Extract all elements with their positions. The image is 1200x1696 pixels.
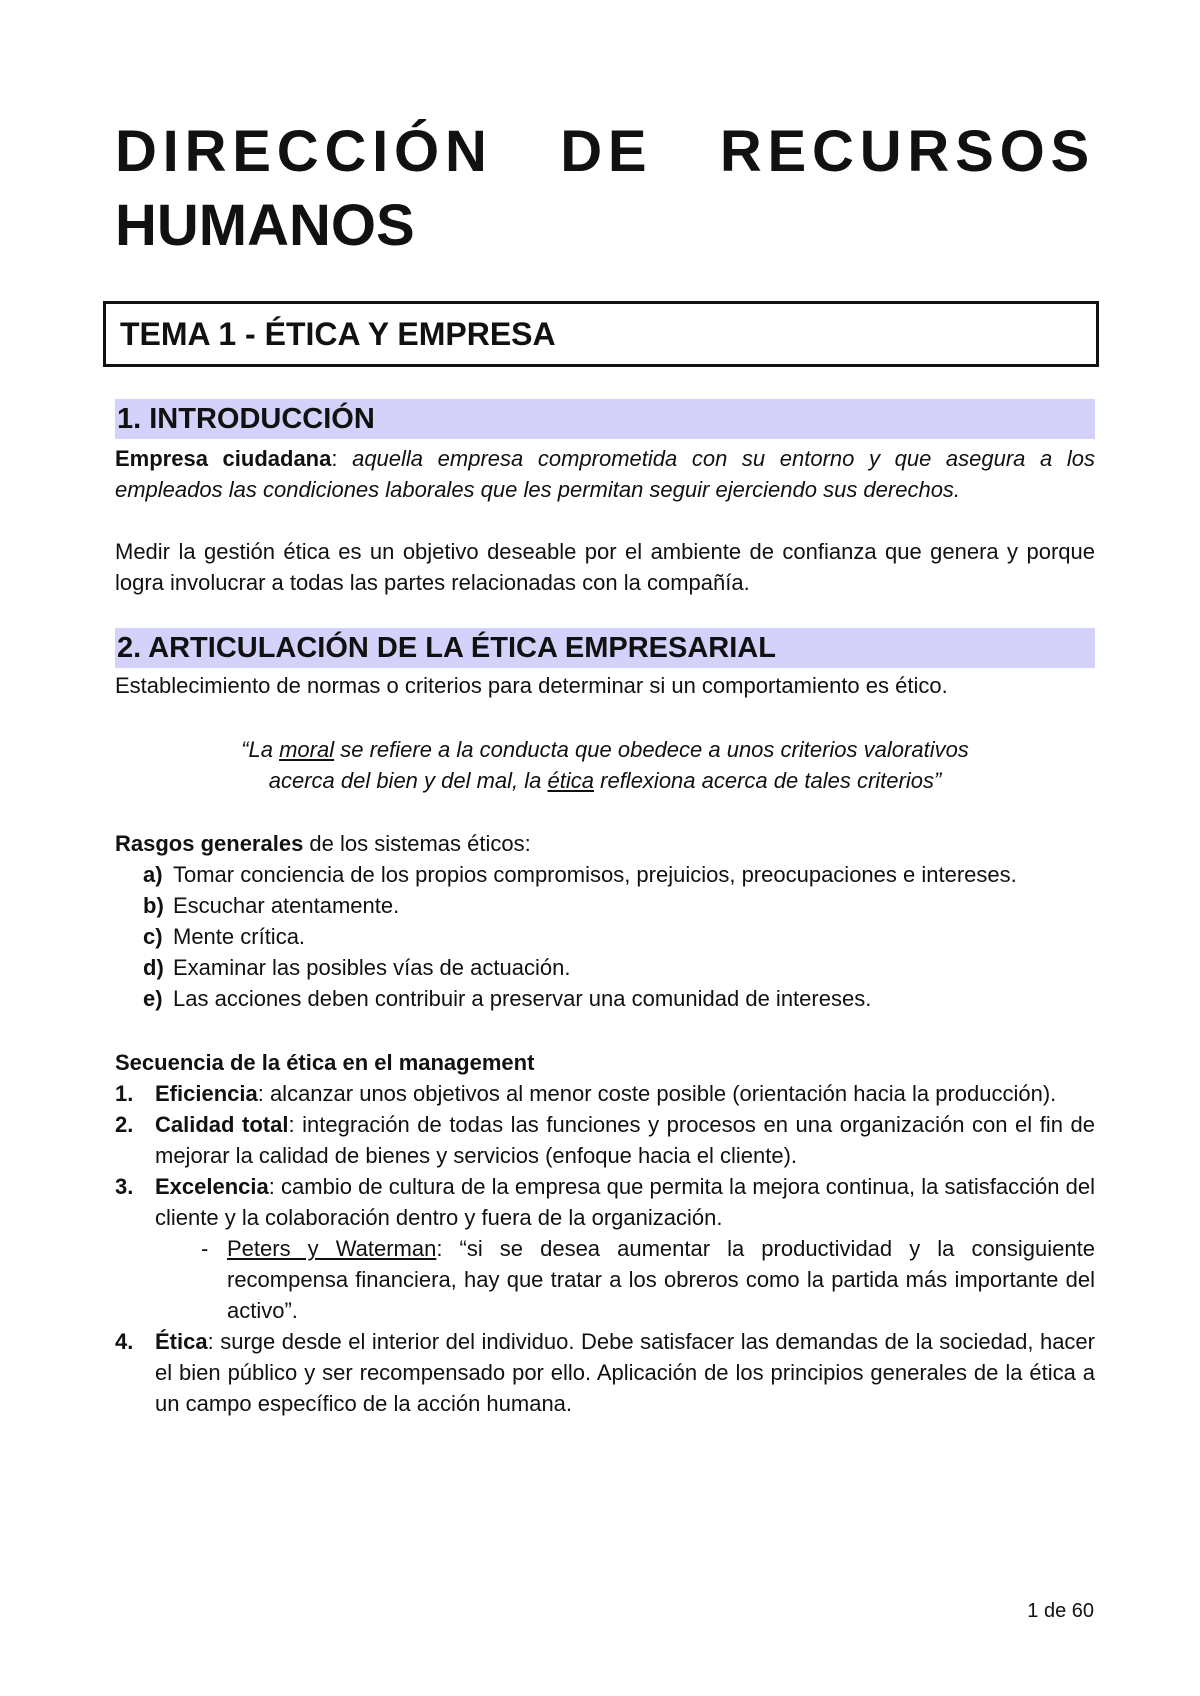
rasgos-title-bold: Rasgos generales bbox=[115, 831, 304, 856]
section-heading-articulacion: 2. ARTICULACIÓN DE LA ÉTICA EMPRESARIAL bbox=[115, 628, 1095, 668]
term-separator: : bbox=[331, 446, 338, 471]
body-paragraph: Establecimiento de normas o criterios para determinar si un comportamiento es ético. bbox=[115, 673, 948, 698]
list-item bbox=[115, 1171, 1095, 1326]
list-item-term: Eficiencia bbox=[155, 1081, 258, 1106]
tema-heading-box bbox=[103, 301, 1099, 367]
list-item bbox=[115, 1078, 1095, 1109]
list-item-text: Tomar conciencia de los propios compromisos, prejuicios, preocupaciones e intereses. bbox=[173, 862, 1017, 887]
definition-paragraph bbox=[115, 443, 1095, 505]
list-marker: c) bbox=[143, 924, 163, 949]
document-page bbox=[115, 115, 1095, 1419]
list-item-text: Escuchar atentamente. bbox=[173, 893, 400, 918]
list-item-text: : surge desde el interior del individuo. Debe satisfacer las demandas de la sociedad, hacer el bien público y ser recompensado por ello. Aplicación de los principios generales de la ética a un campo específico de la acción humana. bbox=[155, 1329, 1095, 1416]
page-number: 1 de 60 bbox=[1027, 1600, 1094, 1622]
list-marker: 2. bbox=[115, 1112, 134, 1137]
title-line-1 bbox=[115, 115, 1095, 189]
title-line-2: HUMANOS bbox=[115, 193, 415, 258]
list-marker: b) bbox=[143, 893, 164, 918]
tema-heading: TEMA 1 - ÉTICA Y EMPRESA bbox=[120, 315, 556, 352]
secuencia-title: Secuencia de la ética en el management bbox=[115, 1050, 535, 1075]
list-item bbox=[115, 921, 1095, 952]
list-item bbox=[115, 1326, 1095, 1419]
list-item bbox=[115, 859, 1095, 890]
quote-block bbox=[115, 734, 1095, 796]
rasgos-title bbox=[115, 828, 1095, 859]
list-item bbox=[115, 952, 1095, 983]
dash-marker: - bbox=[201, 1236, 209, 1261]
list-marker: 1. bbox=[115, 1081, 134, 1106]
title-word: RECURSOS bbox=[719, 119, 1095, 184]
title-word: DE bbox=[560, 119, 653, 184]
list-item-text: Mente crítica. bbox=[173, 924, 306, 949]
quote-line-1 bbox=[115, 734, 1095, 765]
secuencia-list bbox=[115, 1078, 1095, 1419]
list-item-text: : cambio de cultura de la empresa que permita la mejora continua, la satisfacción del cliente y la colaboración dentro y fuera de la organización. bbox=[155, 1174, 1095, 1230]
list-item-text: Examinar las posibles vías de actuación. bbox=[173, 955, 571, 980]
list-marker: 4. bbox=[115, 1329, 134, 1354]
document-title bbox=[115, 115, 1095, 263]
list-item-text: : integración de todas las funciones y procesos en una organización con el fin de mejorar la calidad de bienes y servicios (enfoque hacia el cliente). bbox=[155, 1112, 1095, 1168]
list-marker: a) bbox=[143, 862, 163, 887]
list-item-term: Ética bbox=[155, 1329, 208, 1354]
quote-text: se refiere a la conducta que obedece a unos criterios valorativos bbox=[334, 737, 969, 762]
quote-underlined-word: ética bbox=[547, 768, 595, 793]
list-item-term: Excelencia bbox=[155, 1174, 269, 1199]
rasgos-list bbox=[115, 859, 1095, 1014]
defined-term: Empresa ciudadana bbox=[115, 446, 332, 471]
quote-text: reflexiona acerca de tales criterios” bbox=[594, 768, 942, 793]
definition-text: aquella empresa comprometida con su entorno y que asegura a los empleados las condiciones laborales que les permitan seguir ejerciendo sus derechos. bbox=[115, 446, 1095, 502]
sub-list-item bbox=[155, 1233, 1095, 1326]
section-heading-introduccion: 1. INTRODUCCIÓN bbox=[115, 399, 1095, 439]
sub-list-item-text: : “si se desea aumentar la productividad y la consiguiente recompensa financiera, hay que tratar a los obreros como la partida más importante del activo”. bbox=[227, 1236, 1095, 1323]
quote-underlined-word: moral bbox=[279, 737, 335, 762]
cited-authors: Peters y Waterman bbox=[227, 1236, 437, 1261]
quote-text: acerca del bien y del mal, la bbox=[268, 768, 548, 793]
list-marker: 3. bbox=[115, 1174, 134, 1199]
list-item bbox=[115, 983, 1095, 1014]
title-word: DIRECCIÓN bbox=[115, 119, 493, 184]
body-paragraph: Medir la gestión ética es un objetivo deseable por el ambiente de confianza que genera y porque logra involucrar a todas las partes relacionadas con la compañía. bbox=[115, 539, 1095, 595]
list-item-text: : alcanzar unos objetivos al menor coste posible (orientación hacia la producción). bbox=[257, 1081, 1057, 1106]
list-item bbox=[115, 1109, 1095, 1171]
list-item bbox=[115, 890, 1095, 921]
list-marker: d) bbox=[143, 955, 164, 980]
list-item-term: Calidad total bbox=[155, 1112, 289, 1137]
list-item-text: Las acciones deben contribuir a preservar una comunidad de intereses. bbox=[173, 986, 872, 1011]
list-marker: e) bbox=[143, 986, 163, 1011]
rasgos-title-rest: de los sistemas éticos: bbox=[303, 831, 531, 856]
quote-text: “La bbox=[241, 737, 280, 762]
quote-line-2 bbox=[115, 765, 1095, 796]
